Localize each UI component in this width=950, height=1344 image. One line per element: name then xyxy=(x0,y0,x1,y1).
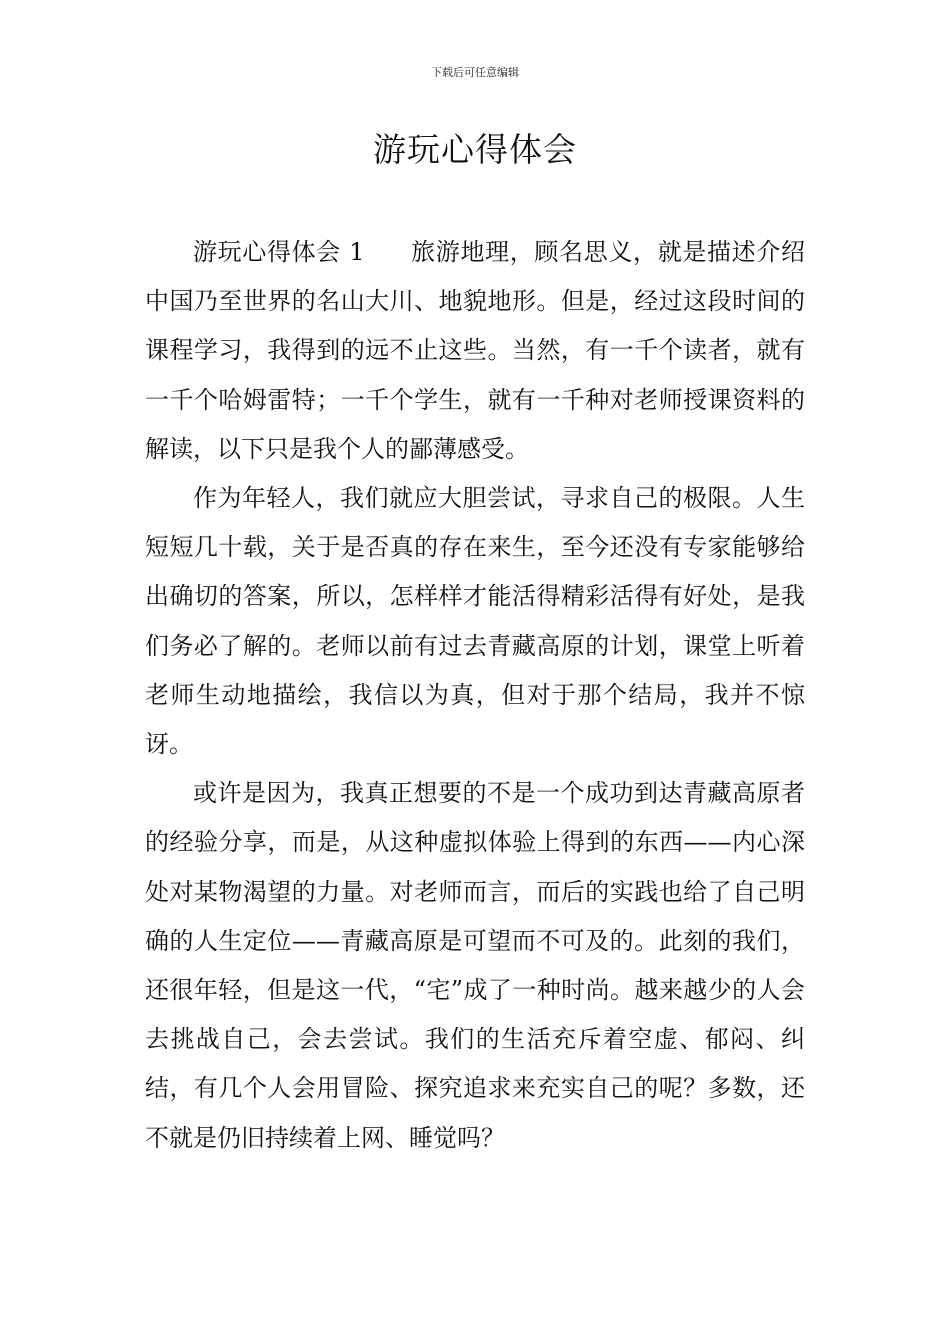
document-body xyxy=(145,228,805,1163)
paragraph-3 xyxy=(145,769,805,1163)
header-note: 下载后可任意编辑 xyxy=(431,66,519,79)
paragraph-3-text: 或许是因为，我真正想要的不是一个成功到达青藏高原者的经验分享，而是，从这种虚拟体验上得到的东西——内心深处对某物渴望的力量。对老师而言，而后的实践也给了自己明确的人生定位——青藏高原是可望而不可及的。此刻的我们，还很年轻，但是这一代，“宅”成了一种时尚。越来越少的人会去挑战自己，会去尝试。我们的生活充斥着空虚、郁闷、纠结，有几个人会用冒险、探究追求来充实自己的呢？多数，还不就是仍旧持续着上网、睡觉吗？ xyxy=(145,779,805,1152)
paragraph-1-heading: 游玩心得体会 1 xyxy=(193,238,365,266)
paragraph-2 xyxy=(145,474,805,769)
document-title: 游玩心得体会 xyxy=(373,130,577,169)
paragraph-1-text: 旅游地理，顾名思义，就是描述介绍中国乃至世界的名山大川、地貌地形。但是，经过这段时间的课程学习，我得到的远不止这些。当然，有一千个读者，就有一千个哈姆雷特；一千个学生，就有一千种对老师授课资料的解读，以下只是我个人的鄙薄感受。 xyxy=(145,238,805,463)
paragraph-1 xyxy=(145,228,805,474)
paragraph-2-text: 作为年轻人，我们就应大胆尝试，寻求自己的极限。人生短短几十载，关于是否真的存在来生，至今还没有专家能够给出确切的答案，所以，怎样样才能活得精彩活得有好处，是我们务必了解的。老师以前有过去青藏高原的计划，课堂上听着老师生动地描绘，我信以为真，但对于那个结局，我并不惊讶。 xyxy=(145,484,805,759)
